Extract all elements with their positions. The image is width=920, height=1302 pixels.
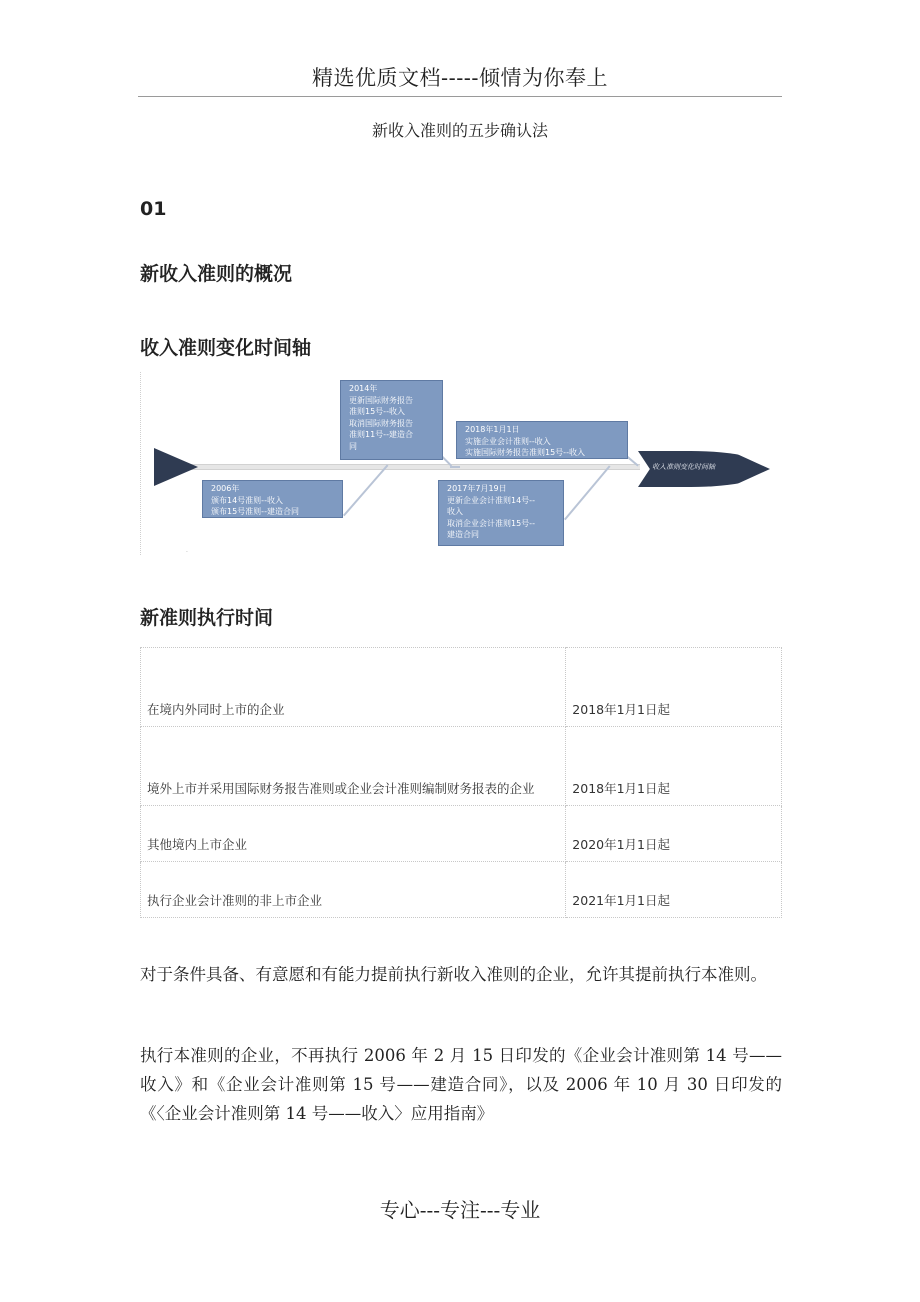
section-number: 01	[140, 198, 167, 220]
event-line: 取消企业会计准则15号--	[447, 518, 535, 528]
event-line: 2017年7月19日	[447, 484, 507, 493]
table-cell-entity: 在境内外同时上市的企业	[141, 648, 566, 727]
event-line: 颁布14号准则--收入	[211, 495, 283, 505]
event-line: 建造合同	[447, 530, 479, 539]
table-row	[141, 862, 782, 918]
table-cell-entity: 执行企业会计准则的非上市企业	[141, 862, 566, 918]
page-header: 精选优质文档-----倾情为你奉上	[138, 62, 782, 97]
event-line: 实施国际财务报告准则15号--收入	[465, 448, 585, 457]
execution-heading: 新准则执行时间	[140, 607, 274, 629]
event-line: 准则15号--收入	[349, 407, 405, 416]
timeline-start-arrow	[154, 448, 198, 486]
table-row	[141, 648, 782, 727]
table-cell-entity: 其他境内上市企业	[141, 806, 566, 862]
timeline-event-2014	[340, 380, 443, 460]
table-row	[141, 727, 782, 806]
event-line: 2018年1月1日	[465, 425, 520, 434]
timeline-spine	[190, 464, 640, 470]
timeline-frame	[140, 372, 141, 555]
table-cell-date: 2020年1月1日起	[566, 806, 782, 862]
event-line: 收入	[447, 507, 463, 516]
timeline-footnote-mark: ·	[186, 549, 188, 556]
table-cell-date: 2021年1月1日起	[566, 862, 782, 918]
table-cell-date: 2018年1月1日起	[566, 727, 782, 806]
event-line: 2006年	[211, 484, 240, 493]
timeline-event-2018	[456, 421, 628, 459]
section-title: 新收入准则的概况	[140, 263, 293, 285]
event-line: 同	[349, 441, 357, 451]
event-line: 实施企业会计准则--收入	[465, 436, 551, 446]
timeline-heading: 收入准则变化时间轴	[140, 337, 312, 359]
timeline-connector	[564, 465, 611, 520]
document-subtitle: 新收入准则的五步确认法	[371, 121, 548, 140]
event-line: 取消国际财务报告	[349, 418, 413, 428]
event-line: 准则11号--建造合	[349, 430, 413, 439]
event-line: 颁布15号准则--建造合同	[211, 507, 299, 516]
timeline-event-2006	[202, 480, 343, 518]
table-row	[141, 806, 782, 862]
execution-schedule-table	[140, 647, 782, 918]
timeline-connector	[343, 464, 388, 516]
timeline-end-label: 收入准则变化时间轴	[652, 463, 715, 471]
timeline-event-2017	[438, 480, 564, 546]
superseded-standards-paragraph: 执行本准则的企业，不再执行 2006 年 2 月 15 日印发的《企业会计准则第 14 号——收入》和《企业会计准则第 15 号——建造合同》，以及 2006 年 10 月 30 日印发的《〈企业会计准则第 14 号——收入〉应用指南》	[140, 1046, 782, 1123]
event-line: 2014年	[349, 384, 378, 393]
table-cell-date: 2018年1月1日起	[566, 648, 782, 727]
event-line: 更新企业会计准则14号--	[447, 495, 535, 505]
revenue-standard-timeline	[140, 372, 780, 555]
timeline-connector	[450, 466, 460, 468]
page-footer: 专心---专注---专业	[379, 1198, 541, 1222]
early-adoption-paragraph: 对于条件具备、有意愿和有能力提前执行新收入准则的企业，允许其提前执行本准则。	[140, 965, 767, 984]
event-line: 更新国际财务报告	[349, 395, 413, 405]
table-cell-entity: 境外上市并采用国际财务报告准则或企业会计准则编制财务报表的企业	[141, 727, 566, 806]
